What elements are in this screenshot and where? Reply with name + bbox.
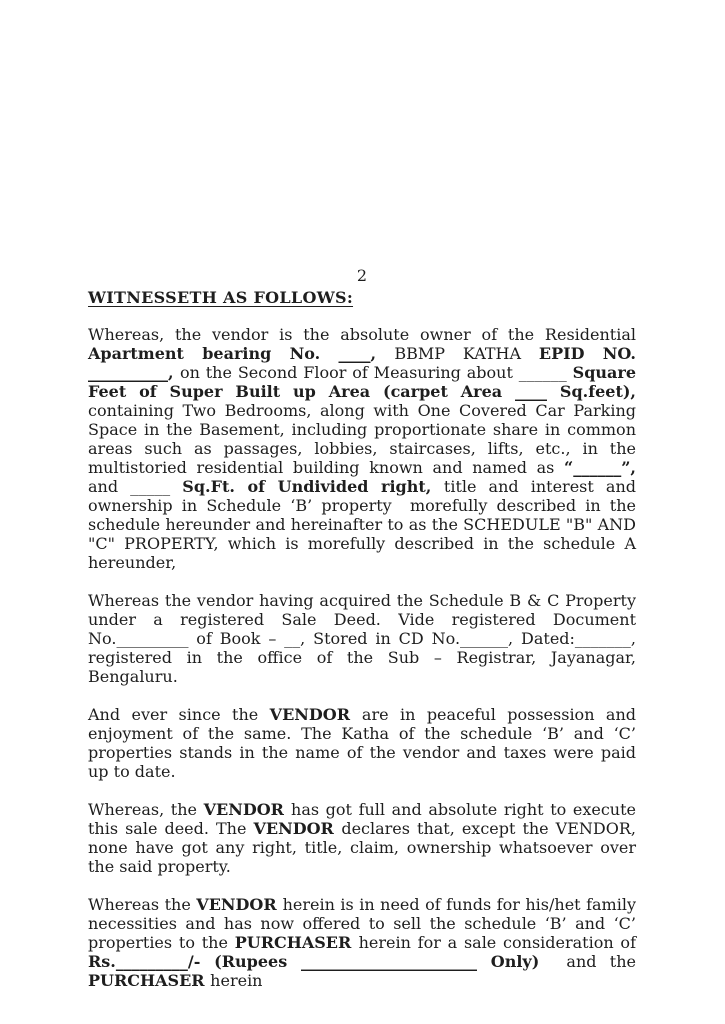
text-run: declares that, except the VENDOR, none have got any right, title, claim, ownership whatsoever over the said property. [88,819,642,876]
text-run: VENDOR [203,800,292,819]
text-run: VENDOR [253,819,342,838]
text-run: “______”, [564,458,642,477]
paragraph [88,325,642,572]
text-run: Whereas the [88,895,197,914]
text-run: are in peaceful possession and enjoyment of the same. The Katha of the schedule ‘B’ and ‘C’ properties stands in the name of the vendor and taxes were paid up to date. [88,705,642,781]
text-run: Sq.Ft. of Undivided right, [182,477,444,496]
document-heading: WITNESSETH AS FOLLOWS: [88,288,354,307]
text-run: and the [553,952,642,971]
text-run: Whereas the vendor having acquired the Schedule B & C Property under a registered Sale Deed. Vide registered Document No._________ of Book – __, Stored in CD No.______, Dated:_______, registered in the office of the Sub – Registrar, Jayanagar, Bengaluru. [88,591,642,686]
text-run: PURCHASER [88,971,211,990]
paragraph [88,895,642,990]
text-run: Whereas, the vendor is the absolute owner of the Residential [88,325,642,344]
text-run: VENDOR [196,895,283,914]
text-run: Whereas, the [88,800,204,819]
text-run: BBMP KATHA [394,344,539,363]
paragraph [88,800,642,876]
text-run: has got full and absolute right to execute this sale deed. The [88,800,642,838]
text-run: VENDOR [269,705,362,724]
text-run: And ever since the [88,705,270,724]
text-run: title and interest and ownership in Schedule ‘B’ property morefully described in the schedule hereunder and hereinafter to as the SCHEDULE "B" AND "C" PROPERTY, which is morefully described in the schedule A hereunder, [88,477,642,572]
text-run: herein is in need of funds for his/het family necessities and has now offered to sell the schedule ‘B’ and ‘C’ properties to the [88,895,642,952]
text-run: EPID NO. __________, [88,344,642,382]
text-run: and _____ [88,477,183,496]
paragraph [88,705,642,781]
text-run: Rs._________/- (Rupees ______________________ Only) [88,952,554,971]
document-body [88,325,642,990]
text-run: containing Two Bedrooms, along with One Covered Car Parking Space in the Basement, including proportionate share in common areas such as passages, lobbies, staircases, lifts, etc., in the multistoried residential building known and named as [88,401,642,477]
paragraph [88,591,642,686]
text-run: on the Second Floor of Measuring about ______ [179,363,573,382]
page-number: 2 [356,266,368,285]
text-run: herein for a sale consideration of [358,933,642,952]
text-run: Square Feet of Super Built up Area (carpet Area ____ Sq.feet), [88,363,642,401]
text-run: Apartment bearing No. ____, [88,344,395,363]
text-run: PURCHASER [234,933,359,952]
text-run: herein [210,971,263,990]
